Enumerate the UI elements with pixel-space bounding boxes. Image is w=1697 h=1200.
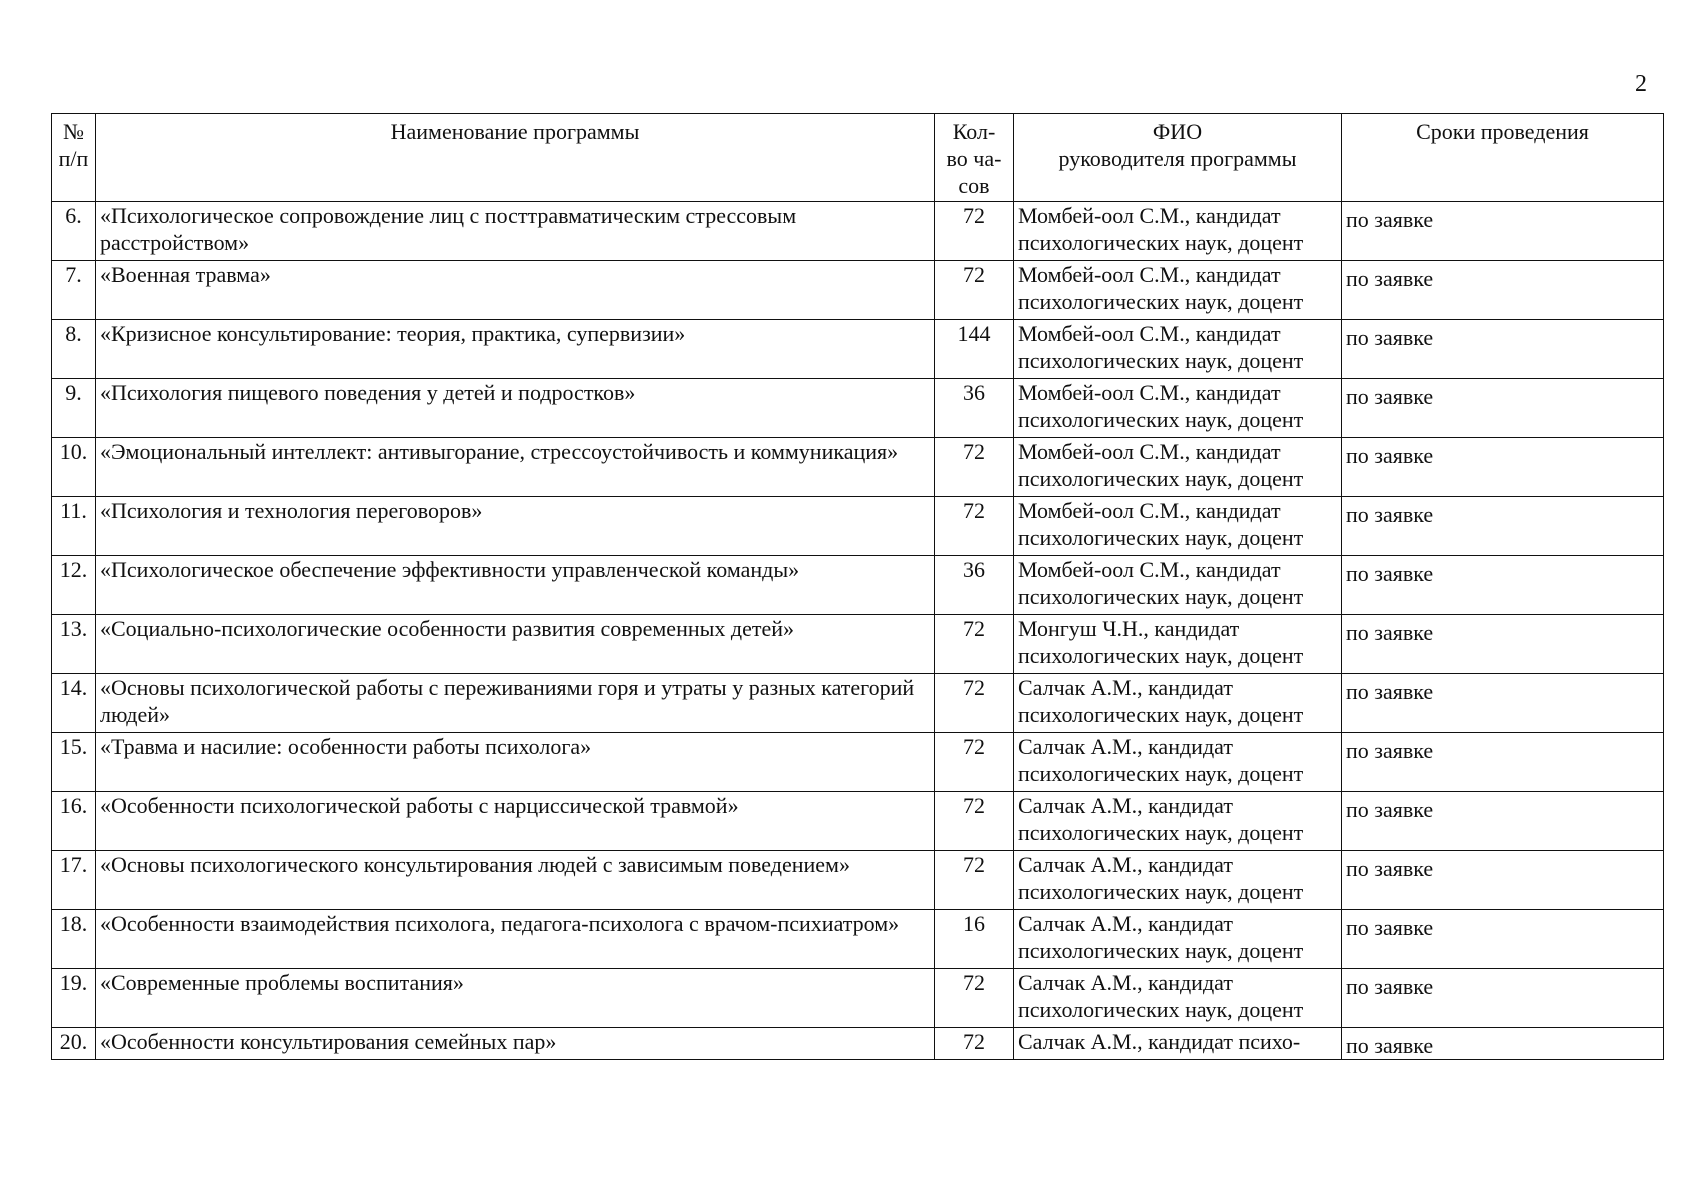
table-row <box>52 969 1664 1028</box>
program-dates: по заявке <box>1342 851 1664 910</box>
program-name: «Психологическое обеспечение эффективности управленческой команды» <box>96 556 935 615</box>
program-head: Салчак А.М., кандидат психологических наук, доцент <box>1014 792 1342 851</box>
program-dates: по заявке <box>1342 379 1664 438</box>
table-row <box>52 320 1664 379</box>
program-name: «Особенности консультирования семейных пар» <box>96 1028 935 1060</box>
program-name: «Психология и технология переговоров» <box>96 497 935 556</box>
row-number: 15. <box>52 733 96 792</box>
table-row <box>52 1028 1664 1060</box>
program-hours: 72 <box>935 969 1014 1028</box>
header-row <box>52 114 1664 202</box>
program-name: «Основы психологической работы с переживаниями горя и утраты у разных категорий людей» <box>96 674 935 733</box>
program-dates: по заявке <box>1342 674 1664 733</box>
program-name: «Психологическое сопровождение лиц с посттравматическим стрессовым расстройством» <box>96 202 935 261</box>
program-dates: по заявке <box>1342 733 1664 792</box>
row-number: 10. <box>52 438 96 497</box>
program-name: «Современные проблемы воспитания» <box>96 969 935 1028</box>
program-head: Момбей-оол С.М., кандидат психологических наук, доцент <box>1014 556 1342 615</box>
header-dates <box>1342 114 1664 202</box>
table-row <box>52 261 1664 320</box>
header-head <box>1014 114 1342 202</box>
program-name: «Травма и насилие: особенности работы психолога» <box>96 733 935 792</box>
row-number: 13. <box>52 615 96 674</box>
program-head: Момбей-оол С.М., кандидат психологических наук, доцент <box>1014 320 1342 379</box>
program-head: Момбей-оол С.М., кандидат психологических наук, доцент <box>1014 202 1342 261</box>
program-head: Момбей-оол С.М., кандидат психологических наук, доцент <box>1014 438 1342 497</box>
row-number: 9. <box>52 379 96 438</box>
program-dates: по заявке <box>1342 202 1664 261</box>
program-name: «Основы психологического консультирования людей с зависимым поведением» <box>96 851 935 910</box>
row-number: 18. <box>52 910 96 969</box>
programs-table <box>51 113 1664 1060</box>
program-hours: 72 <box>935 733 1014 792</box>
program-name: «Особенности взаимодействия психолога, педагога-психолога с врачом-психиатром» <box>96 910 935 969</box>
program-head: Монгуш Ч.Н., кандидат психологических наук, доцент <box>1014 615 1342 674</box>
row-number: 11. <box>52 497 96 556</box>
header-hours-line: Кол- <box>952 119 996 144</box>
table-row <box>52 438 1664 497</box>
row-number: 12. <box>52 556 96 615</box>
header-hours-line: во ча- <box>946 146 1002 171</box>
row-number: 19. <box>52 969 96 1028</box>
program-hours: 72 <box>935 261 1014 320</box>
program-hours: 72 <box>935 674 1014 733</box>
table-row <box>52 556 1664 615</box>
program-dates: по заявке <box>1342 969 1664 1028</box>
table-body <box>52 202 1664 1060</box>
program-dates: по заявке <box>1342 497 1664 556</box>
row-number: 17. <box>52 851 96 910</box>
program-dates: по заявке <box>1342 615 1664 674</box>
program-dates: по заявке <box>1342 438 1664 497</box>
table-row <box>52 674 1664 733</box>
table-row <box>52 497 1664 556</box>
program-hours: 72 <box>935 202 1014 261</box>
header-dates-line: Сроки проведения <box>1416 119 1589 144</box>
program-hours: 72 <box>935 615 1014 674</box>
program-hours: 36 <box>935 556 1014 615</box>
program-name: «Особенности психологической работы с нарциссической травмой» <box>96 792 935 851</box>
row-number: 7. <box>52 261 96 320</box>
program-dates: по заявке <box>1342 1028 1664 1060</box>
program-dates: по заявке <box>1342 320 1664 379</box>
row-number: 8. <box>52 320 96 379</box>
program-head: Салчак А.М., кандидат психологических наук, доцент <box>1014 910 1342 969</box>
program-name: «Психология пищевого поведения у детей и подростков» <box>96 379 935 438</box>
program-head: Салчак А.М., кандидат психологических наук, доцент <box>1014 733 1342 792</box>
program-hours: 72 <box>935 1028 1014 1060</box>
program-dates: по заявке <box>1342 261 1664 320</box>
program-hours: 72 <box>935 792 1014 851</box>
program-name: «Кризисное консультирование: теория, практика, супервизии» <box>96 320 935 379</box>
header-num <box>52 114 96 202</box>
program-hours: 16 <box>935 910 1014 969</box>
table-row <box>52 202 1664 261</box>
table-row <box>52 792 1664 851</box>
program-hours: 72 <box>935 497 1014 556</box>
header-head-line: руководителя программы <box>1058 146 1297 171</box>
program-head: Момбей-оол С.М., кандидат психологических наук, доцент <box>1014 497 1342 556</box>
program-head: Салчак А.М., кандидат психологических наук, доцент <box>1014 851 1342 910</box>
program-dates: по заявке <box>1342 792 1664 851</box>
program-name: «Военная травма» <box>96 261 935 320</box>
header-name <box>96 114 935 202</box>
row-number: 14. <box>52 674 96 733</box>
program-hours: 144 <box>935 320 1014 379</box>
program-head: Салчак А.М., кандидат психологических наук, доцент <box>1014 969 1342 1028</box>
page-number: 2 <box>1635 71 1647 97</box>
row-number: 20. <box>52 1028 96 1060</box>
header-hours <box>935 114 1014 202</box>
header-head-line: ФИО <box>1152 119 1203 144</box>
header-num-line: п/п <box>58 146 89 171</box>
program-hours: 36 <box>935 379 1014 438</box>
row-number: 16. <box>52 792 96 851</box>
program-head: Момбей-оол С.М., кандидат психологических наук, доцент <box>1014 261 1342 320</box>
header-name-line: Наименование программы <box>390 119 640 144</box>
table-row <box>52 733 1664 792</box>
program-head: Салчак А.М., кандидат психологических наук, доцент <box>1014 674 1342 733</box>
table-row <box>52 615 1664 674</box>
program-name: «Эмоциональный интеллект: антивыгорание, стрессоустойчивость и коммуникация» <box>96 438 935 497</box>
program-hours: 72 <box>935 438 1014 497</box>
table-row <box>52 851 1664 910</box>
program-dates: по заявке <box>1342 556 1664 615</box>
program-dates: по заявке <box>1342 910 1664 969</box>
program-name: «Социально-психологические особенности развития современных детей» <box>96 615 935 674</box>
header-num-line: № <box>63 119 84 144</box>
table-row <box>52 379 1664 438</box>
program-head: Салчак А.М., кандидат психо- <box>1014 1028 1342 1060</box>
table-header <box>52 114 1664 202</box>
program-hours: 72 <box>935 851 1014 910</box>
table-row <box>52 910 1664 969</box>
header-hours-line: сов <box>958 173 990 198</box>
row-number: 6. <box>52 202 96 261</box>
program-head: Момбей-оол С.М., кандидат психологических наук, доцент <box>1014 379 1342 438</box>
